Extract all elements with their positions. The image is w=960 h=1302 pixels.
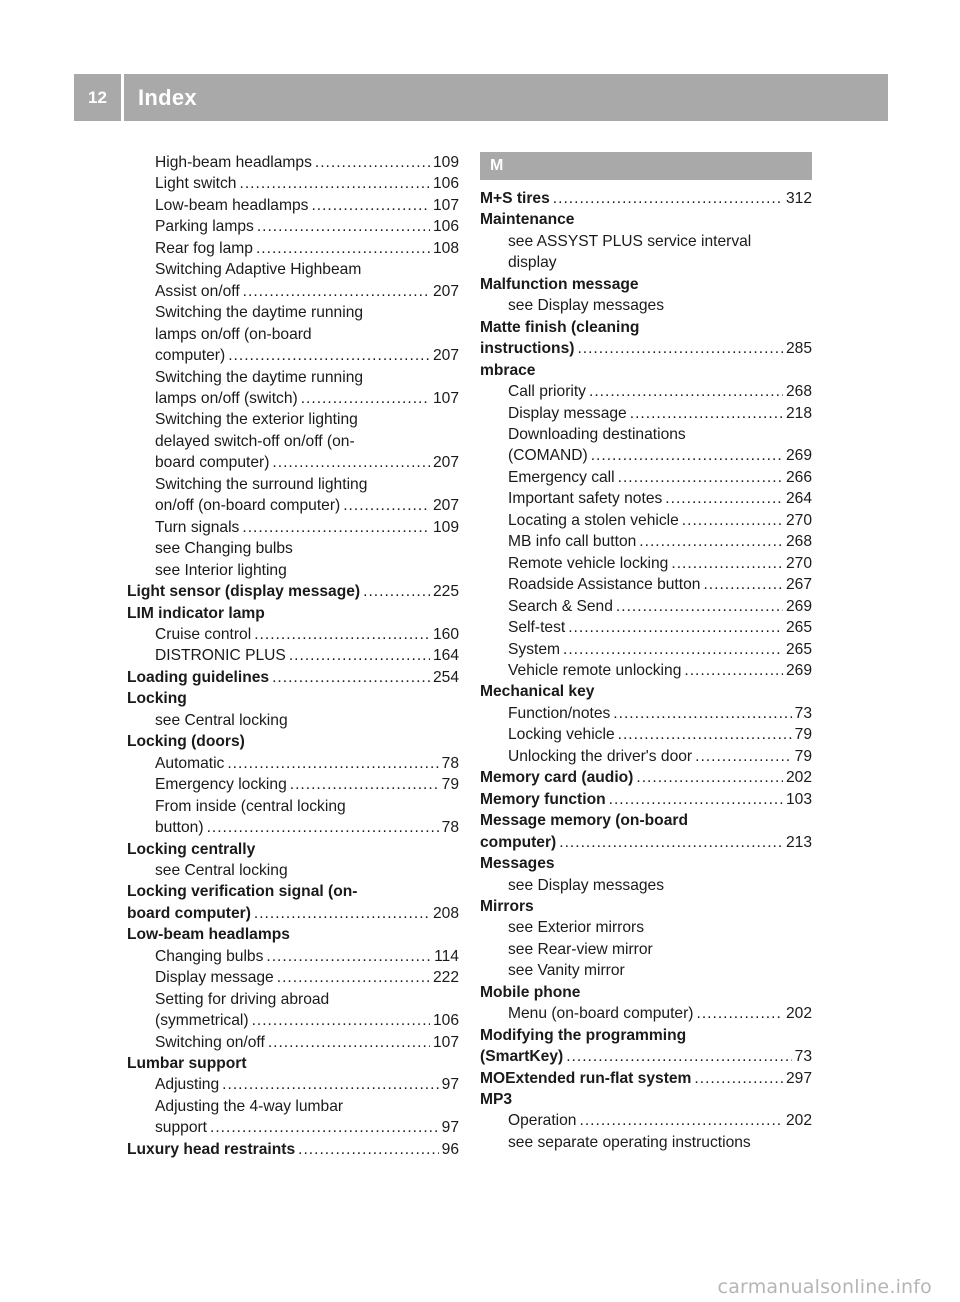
entry-text: see Display messages bbox=[508, 876, 665, 894]
index-subentry bbox=[480, 531, 812, 552]
index-heading bbox=[480, 810, 812, 831]
page-reference[interactable]: 266 bbox=[785, 468, 812, 486]
index-heading bbox=[480, 896, 812, 917]
index-heading bbox=[480, 789, 812, 810]
page-reference[interactable]: 109 bbox=[432, 154, 459, 171]
page-reference[interactable]: 254 bbox=[432, 668, 459, 686]
index-subentry bbox=[127, 753, 459, 774]
entry-text: Vehicle remote unlocking bbox=[508, 661, 682, 679]
index-heading bbox=[127, 881, 459, 902]
entry-text: Call priority bbox=[508, 383, 586, 401]
entry-text: High-beam headlamps bbox=[155, 154, 312, 171]
entry-text: LIM indicator lamp bbox=[127, 604, 265, 622]
page-reference[interactable]: 218 bbox=[785, 404, 812, 422]
index-subentry bbox=[480, 488, 812, 509]
index-subentry bbox=[480, 939, 812, 960]
index-subentry bbox=[127, 517, 459, 538]
leader-dots bbox=[289, 645, 430, 666]
entry-text: Memory function bbox=[480, 790, 606, 808]
entry-text: instructions) bbox=[480, 340, 575, 358]
page-reference[interactable]: 202 bbox=[785, 1112, 812, 1130]
page-header bbox=[74, 74, 888, 121]
page-reference[interactable]: 79 bbox=[794, 747, 812, 765]
leader-dots bbox=[559, 832, 783, 853]
entry-text: Locking vehicle bbox=[508, 726, 615, 744]
entry-text: Loading guidelines bbox=[127, 668, 270, 686]
leader-dots bbox=[618, 724, 792, 745]
entry-text: Changing bulbs bbox=[155, 947, 264, 965]
entry-text: Remote vehicle locking bbox=[508, 554, 669, 572]
page-reference[interactable]: 267 bbox=[785, 576, 812, 594]
entry-text: Low-beam headlamps bbox=[155, 196, 309, 214]
page-reference[interactable]: 107 bbox=[432, 1033, 459, 1051]
leader-dots bbox=[589, 381, 783, 402]
index-subentry bbox=[127, 1096, 459, 1117]
index-subentry bbox=[480, 639, 812, 660]
page-reference[interactable]: 202 bbox=[785, 1005, 812, 1023]
index-subentry bbox=[127, 302, 459, 323]
page-reference[interactable]: 108 bbox=[432, 239, 459, 257]
page-reference[interactable]: 106 bbox=[432, 175, 459, 193]
index-entries-m bbox=[480, 188, 812, 1153]
index-subentry bbox=[480, 1110, 812, 1131]
leader-dots bbox=[272, 452, 430, 473]
entry-text: Adjusting bbox=[155, 1076, 220, 1094]
entry-text: Switching the surround lighting bbox=[155, 475, 368, 493]
index-subentry bbox=[127, 495, 459, 516]
leader-dots bbox=[639, 531, 783, 552]
page-reference[interactable]: 79 bbox=[441, 776, 459, 794]
page-reference[interactable]: 222 bbox=[432, 969, 459, 987]
entry-text: see Vanity mirror bbox=[508, 962, 625, 980]
index-subentry bbox=[127, 1074, 459, 1095]
index-subentry bbox=[127, 946, 459, 967]
leader-dots bbox=[301, 388, 430, 409]
index-subentry bbox=[127, 452, 459, 473]
leader-dots bbox=[636, 767, 783, 788]
index-subentry bbox=[127, 388, 459, 409]
entry-text: support bbox=[155, 1119, 208, 1137]
leader-dots bbox=[684, 660, 783, 681]
index-subentry bbox=[127, 967, 459, 988]
index-subentry bbox=[127, 345, 459, 366]
page-reference[interactable]: 268 bbox=[785, 533, 812, 551]
entry-text: Mirrors bbox=[480, 897, 534, 915]
leader-dots bbox=[268, 1032, 430, 1053]
entry-text: Important safety notes bbox=[508, 490, 663, 508]
index-heading bbox=[480, 188, 812, 209]
entry-text: see Central locking bbox=[155, 861, 288, 879]
entry-text: Matte finish (cleaning bbox=[480, 318, 640, 336]
entry-text: computer) bbox=[155, 347, 226, 365]
leader-dots bbox=[277, 967, 430, 988]
entry-text: (SmartKey) bbox=[480, 1048, 564, 1066]
page-reference[interactable]: 207 bbox=[432, 497, 459, 515]
page-reference[interactable]: 270 bbox=[785, 511, 812, 529]
entry-text: on/off (on-board computer) bbox=[155, 497, 341, 515]
entry-text: Setting for driving abroad bbox=[155, 990, 330, 1008]
page-reference[interactable]: 97 bbox=[441, 1119, 459, 1137]
index-subentry bbox=[480, 703, 812, 724]
index-subentry bbox=[480, 660, 812, 681]
entry-text: see separate operating instructions bbox=[508, 1133, 751, 1151]
page-number: 12 bbox=[74, 74, 124, 121]
index-heading bbox=[127, 731, 459, 752]
page-reference[interactable]: 269 bbox=[785, 597, 812, 615]
index-heading bbox=[480, 317, 812, 338]
index-subentry bbox=[127, 624, 459, 645]
entry-text: Automatic bbox=[155, 754, 225, 772]
entry-text: Function/notes bbox=[508, 704, 611, 722]
entry-text: Adjusting the 4-way lumbar bbox=[155, 1097, 344, 1115]
page-reference[interactable]: 207 bbox=[432, 282, 459, 300]
index-heading bbox=[127, 688, 459, 709]
page-title: Index bbox=[138, 84, 197, 110]
entry-text: see ASSYST PLUS service interval bbox=[508, 232, 752, 250]
entry-text: Locking (doors) bbox=[127, 733, 245, 751]
index-subentry bbox=[480, 724, 812, 745]
leader-dots bbox=[613, 703, 791, 724]
index-subentry bbox=[127, 1117, 459, 1138]
entry-text: lamps on/off (on-board bbox=[155, 325, 312, 343]
index-column-left bbox=[127, 152, 459, 1160]
index-subentry bbox=[480, 960, 812, 981]
index-subentry bbox=[480, 917, 812, 938]
entry-text: MB info call button bbox=[508, 533, 637, 551]
page-reference[interactable]: 269 bbox=[785, 447, 812, 465]
entry-text: Display message bbox=[508, 404, 627, 422]
entry-text: Emergency call bbox=[508, 468, 615, 486]
entry-text: Cruise control bbox=[155, 625, 252, 643]
entry-text: Lumbar support bbox=[127, 1055, 247, 1073]
index-subentry bbox=[127, 281, 459, 302]
leader-dots bbox=[694, 1068, 783, 1089]
entry-text: Emergency locking bbox=[155, 776, 287, 794]
index-subentry bbox=[480, 574, 812, 595]
leader-dots bbox=[553, 188, 783, 209]
page-reference[interactable]: 160 bbox=[432, 625, 459, 643]
index-heading bbox=[127, 581, 459, 602]
entry-text: System bbox=[508, 640, 560, 658]
entry-text: Switching on/off bbox=[155, 1033, 265, 1051]
index-subentry bbox=[480, 445, 812, 466]
index-subentry bbox=[127, 538, 459, 559]
index-subentry bbox=[127, 324, 459, 345]
index-subentry bbox=[127, 645, 459, 666]
entry-text: see Display messages bbox=[508, 297, 665, 315]
entry-text: see Rear-view mirror bbox=[508, 940, 653, 958]
index-subentry bbox=[480, 553, 812, 574]
page-reference[interactable]: 114 bbox=[434, 947, 459, 965]
leader-dots bbox=[254, 624, 430, 645]
entry-text: (symmetrical) bbox=[155, 1012, 249, 1030]
page-reference[interactable]: 202 bbox=[785, 769, 812, 787]
page-reference[interactable]: 107 bbox=[432, 196, 459, 214]
index-subentry bbox=[127, 989, 459, 1010]
page-reference[interactable]: 269 bbox=[785, 661, 812, 679]
page-reference[interactable]: 207 bbox=[432, 454, 459, 472]
entry-text: Locking bbox=[127, 690, 187, 708]
page-reference[interactable]: 96 bbox=[441, 1140, 459, 1158]
leader-dots bbox=[566, 1046, 791, 1067]
index-subentry bbox=[127, 710, 459, 731]
page-reference[interactable]: 264 bbox=[785, 490, 812, 508]
leader-dots bbox=[243, 281, 430, 302]
entry-text: Rear fog lamp bbox=[155, 239, 253, 257]
leader-dots bbox=[290, 774, 439, 795]
entry-text: Low-beam headlamps bbox=[127, 926, 290, 944]
entry-text: delayed switch-off on/off (on- bbox=[155, 432, 355, 450]
leader-dots bbox=[256, 238, 430, 259]
index-heading bbox=[480, 853, 812, 874]
index-subentry bbox=[480, 295, 812, 316]
leader-dots bbox=[682, 510, 783, 531]
index-heading bbox=[480, 209, 812, 230]
index-subentry bbox=[127, 1010, 459, 1031]
entry-text: Mobile phone bbox=[480, 983, 581, 1001]
entry-text: Malfunction message bbox=[480, 275, 639, 293]
index-subentry bbox=[127, 409, 459, 430]
leader-dots bbox=[671, 553, 783, 574]
entry-text: button) bbox=[155, 819, 204, 837]
entry-text: Switching the exterior lighting bbox=[155, 411, 358, 429]
index-subentry bbox=[127, 774, 459, 795]
index-subentry bbox=[127, 860, 459, 881]
entry-text: Parking lamps bbox=[155, 218, 254, 236]
index-subentry bbox=[480, 596, 812, 617]
leader-dots bbox=[311, 195, 430, 216]
page-reference[interactable]: 285 bbox=[785, 340, 812, 358]
entry-text: Operation bbox=[508, 1112, 577, 1130]
leader-dots bbox=[665, 488, 783, 509]
index-subentry bbox=[127, 817, 459, 838]
leader-dots bbox=[239, 173, 429, 194]
index-subentry bbox=[480, 467, 812, 488]
entry-text: Locking verification signal (on- bbox=[127, 883, 358, 901]
page-reference[interactable]: 106 bbox=[432, 1012, 459, 1030]
leader-dots bbox=[568, 617, 783, 638]
leader-dots bbox=[228, 345, 430, 366]
entry-text: board computer) bbox=[155, 454, 270, 472]
index-subentry bbox=[480, 875, 812, 896]
leader-dots bbox=[630, 403, 783, 424]
page-reference[interactable]: 107 bbox=[432, 389, 459, 407]
index-column-right bbox=[480, 152, 812, 1153]
index-subentry bbox=[127, 152, 459, 173]
index-subentry bbox=[480, 1132, 812, 1153]
entry-text: Modifying the programming bbox=[480, 1026, 687, 1044]
leader-dots bbox=[616, 596, 783, 617]
entry-text: Turn signals bbox=[155, 518, 240, 536]
entry-text: Memory card (audio) bbox=[480, 769, 634, 787]
leader-dots bbox=[252, 1010, 430, 1031]
leader-dots bbox=[695, 746, 792, 767]
index-subentry bbox=[127, 259, 459, 280]
entry-text: Unlocking the driver's door bbox=[508, 747, 693, 765]
index-heading bbox=[480, 1046, 812, 1067]
entry-text: M+S tires bbox=[480, 190, 550, 207]
leader-dots bbox=[242, 517, 430, 538]
index-subentry bbox=[480, 381, 812, 402]
page-reference[interactable]: 78 bbox=[441, 754, 459, 772]
entry-text: Locking centrally bbox=[127, 840, 256, 858]
page-reference[interactable]: 268 bbox=[785, 383, 812, 401]
index-heading bbox=[480, 1025, 812, 1046]
entry-text: Light sensor (display message) bbox=[127, 583, 361, 601]
leader-dots bbox=[272, 667, 430, 688]
index-heading bbox=[480, 982, 812, 1003]
page-reference[interactable]: 213 bbox=[785, 833, 812, 851]
index-subentry bbox=[480, 231, 812, 252]
entry-text: Maintenance bbox=[480, 211, 575, 229]
entry-text: (COMAND) bbox=[508, 447, 588, 465]
page-reference[interactable]: 73 bbox=[794, 704, 812, 722]
index-heading bbox=[480, 681, 812, 702]
index-subentry bbox=[480, 252, 812, 273]
index-heading bbox=[127, 1139, 459, 1160]
entry-text: Switching the daytime running bbox=[155, 304, 364, 322]
leader-dots bbox=[257, 216, 430, 237]
index-subentry bbox=[480, 617, 812, 638]
index-heading bbox=[480, 1068, 812, 1089]
entry-text: Display message bbox=[155, 969, 274, 987]
index-subentry bbox=[127, 796, 459, 817]
leader-dots bbox=[591, 445, 783, 466]
index-subentry bbox=[480, 424, 812, 445]
index-subentry bbox=[480, 403, 812, 424]
leader-dots bbox=[315, 152, 430, 173]
page-reference[interactable]: 103 bbox=[785, 790, 812, 808]
index-subentry bbox=[127, 431, 459, 452]
page-reference[interactable]: 73 bbox=[794, 1048, 812, 1066]
index-heading bbox=[127, 1053, 459, 1074]
index-subentry bbox=[127, 173, 459, 194]
entry-text: see Exterior mirrors bbox=[508, 919, 645, 937]
watermark: carmanualsonline.info bbox=[717, 1276, 932, 1298]
index-subentry bbox=[127, 216, 459, 237]
page-reference[interactable]: 164 bbox=[432, 647, 459, 665]
leader-dots bbox=[298, 1139, 439, 1160]
index-heading bbox=[127, 903, 459, 924]
entry-text: see Changing bulbs bbox=[155, 540, 293, 558]
leader-dots bbox=[254, 903, 430, 924]
entry-text: Switching the daytime running bbox=[155, 368, 364, 386]
entry-text: Downloading destinations bbox=[508, 425, 686, 443]
entry-text: Search & Send bbox=[508, 597, 613, 615]
leader-dots bbox=[579, 1110, 782, 1131]
index-heading bbox=[480, 767, 812, 788]
entry-text: display bbox=[508, 254, 557, 272]
page-reference[interactable]: 312 bbox=[785, 190, 812, 207]
entry-text: Assist on/off bbox=[155, 282, 240, 300]
leader-dots bbox=[618, 467, 783, 488]
leader-dots bbox=[696, 1003, 782, 1024]
index-subentry bbox=[127, 238, 459, 259]
entry-text: From inside (central locking bbox=[155, 797, 346, 815]
leader-dots bbox=[609, 789, 783, 810]
entry-text: Mechanical key bbox=[480, 683, 595, 701]
entry-text: see Central locking bbox=[155, 711, 288, 729]
entry-text: see Interior lighting bbox=[155, 561, 287, 579]
page-reference[interactable]: 79 bbox=[794, 726, 812, 744]
page-reference[interactable]: 207 bbox=[432, 347, 459, 365]
index-subentry bbox=[127, 195, 459, 216]
index-subentry bbox=[127, 1032, 459, 1053]
entry-text: Luxury head restraints bbox=[127, 1140, 296, 1158]
index-heading bbox=[127, 924, 459, 945]
index-heading bbox=[127, 603, 459, 624]
entry-text: board computer) bbox=[127, 904, 251, 922]
entry-text: Roadside Assistance button bbox=[508, 576, 701, 594]
leader-dots bbox=[363, 581, 430, 602]
index-heading bbox=[127, 839, 459, 860]
page-reference[interactable]: 109 bbox=[432, 518, 459, 536]
leader-dots bbox=[343, 495, 430, 516]
page-reference[interactable]: 297 bbox=[785, 1069, 812, 1087]
entry-text: computer) bbox=[480, 833, 557, 851]
entry-text: Light switch bbox=[155, 175, 237, 193]
index-subentry bbox=[127, 367, 459, 388]
entry-text: lamps on/off (switch) bbox=[155, 389, 298, 407]
entry-text: mbrace bbox=[480, 361, 536, 379]
entry-text: Switching Adaptive Highbeam bbox=[155, 261, 362, 279]
page-reference[interactable]: 208 bbox=[432, 904, 459, 922]
index-subentry bbox=[127, 474, 459, 495]
leader-dots bbox=[210, 1117, 439, 1138]
page-reference[interactable]: 97 bbox=[441, 1076, 459, 1094]
index-heading bbox=[127, 667, 459, 688]
index-subentry bbox=[480, 1003, 812, 1024]
page-reference[interactable]: 78 bbox=[441, 819, 459, 837]
index-heading bbox=[480, 360, 812, 381]
index-subentry bbox=[480, 746, 812, 767]
page-reference[interactable]: 265 bbox=[785, 640, 812, 658]
index-heading bbox=[480, 274, 812, 295]
section-letter-m: M bbox=[480, 152, 812, 180]
index-heading bbox=[480, 1089, 812, 1110]
index-subentry bbox=[480, 510, 812, 531]
page-reference[interactable]: 265 bbox=[785, 619, 812, 637]
leader-dots bbox=[266, 946, 431, 967]
entry-text: Message memory (on-board bbox=[480, 812, 688, 830]
entry-text: Menu (on-board computer) bbox=[508, 1005, 694, 1023]
leader-dots bbox=[577, 338, 783, 359]
page-reference[interactable]: 106 bbox=[432, 218, 459, 236]
page-reference[interactable]: 225 bbox=[432, 583, 459, 601]
leader-dots bbox=[563, 639, 783, 660]
entry-text: Messages bbox=[480, 855, 555, 873]
index-subentry bbox=[127, 560, 459, 581]
entry-text: Self-test bbox=[508, 619, 566, 637]
leader-dots bbox=[703, 574, 783, 595]
leader-dots bbox=[207, 817, 439, 838]
entry-text: MOExtended run-flat system bbox=[480, 1069, 692, 1087]
leader-dots bbox=[222, 1074, 438, 1095]
entry-text: MP3 bbox=[480, 1091, 513, 1109]
index-heading bbox=[480, 338, 812, 359]
index-heading bbox=[480, 832, 812, 853]
entry-text: Locating a stolen vehicle bbox=[508, 511, 679, 529]
page-reference[interactable]: 270 bbox=[785, 554, 812, 572]
leader-dots bbox=[227, 753, 438, 774]
entry-text: DISTRONIC PLUS bbox=[155, 647, 286, 665]
